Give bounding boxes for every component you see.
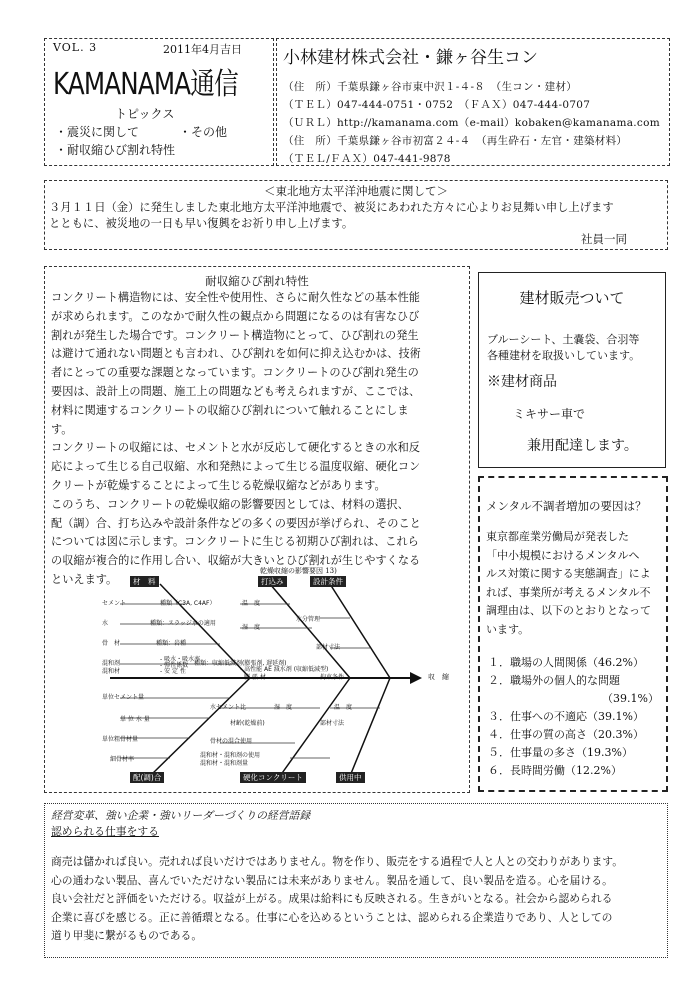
diagram-label: 混和材・混和剤の使用 — [200, 752, 261, 759]
diagram-label: 骨材の混合使用 — [210, 738, 253, 745]
diagram-label: 種類：収縮低減剤(膨張剤, 遅延剤) — [194, 660, 287, 667]
mental-line: 東京都産業労働局が発表した — [486, 530, 629, 543]
diagram-caption: 乾燥収縮の影響要因 13) — [260, 567, 337, 575]
diagram-category: 打込み — [258, 576, 287, 587]
diagram-category: 配(調)合 — [130, 772, 164, 783]
mental-line: います。 — [486, 622, 530, 636]
diagram-label: 混和剤 — [102, 660, 121, 667]
notice-signature: 社員一同 — [581, 232, 627, 246]
diagram-label: 細骨材率 — [110, 756, 135, 763]
article-line: といえます。 — [51, 573, 118, 586]
mental-health-box — [478, 476, 668, 792]
diagram-label: - 弾性係数 — [160, 662, 189, 669]
article-line: 配（調）合、打ち込みや設計条件などの多くの要因が挙げられ、そのこと — [51, 516, 421, 530]
topic-item: ・震災に関して — [55, 125, 140, 139]
diagram-label: 水 — [102, 620, 109, 627]
volume-label: VOL. 3 — [53, 41, 98, 54]
article-line: 応によって生じる自己収縮、水和発熱によって生じる温度収縮、硬化コン — [51, 460, 421, 474]
article-line: 要因は、設計上の問題、施工上の問題なども考えられますが、ここでは、 — [51, 385, 421, 398]
quote-line: 良い会社だと評価をいただける。収益が上がる。成果は給料にも反映される。生きがいとなる。社会から認められる — [51, 892, 613, 905]
article-line: は避けて通れない問題とも言われ、ひび割れを如何に抑え込むかは、技術 — [51, 347, 421, 361]
article-line: す。 — [51, 422, 73, 436]
topic-item: ・耐収縮ひび割れ特性 — [55, 143, 176, 157]
company-phone: （ＴＥＬ）047‐444‐0751・0752 （ＦＡＸ）047‐444‐0707 — [283, 99, 591, 111]
fishbone-diagram — [90, 568, 458, 788]
diagram-label: 単 位 水 量 — [120, 716, 150, 723]
mental-list-item: （39.1%） — [602, 692, 659, 705]
company-phone-2: （ＴＥＬ/ＦＡＸ）047‐441‐9878 — [283, 153, 451, 165]
topics-label: トピックス — [115, 107, 175, 121]
diagram-label: 混和材 — [102, 668, 121, 675]
quote-line: 企業に喜びを感じる。正に善循環となる。仕事に心を込めるということは、認められる企業造りであり、人としての — [51, 910, 613, 924]
fishbone-lines — [90, 568, 458, 788]
company-name: 小林建材株式会社・鎌ヶ谷生コン — [283, 48, 538, 68]
diagram-label: 種類（C3A, C4AF） — [160, 600, 216, 607]
article-line: については図に示します。コンクリートに生じる初期ひび割れは、これら — [51, 535, 419, 549]
diagram-label: - 吸水・吸水率 — [160, 656, 201, 663]
diagram-label: 単位セメント量 — [102, 694, 145, 701]
mental-line: 調理由は、以下のとおりとなって — [486, 604, 651, 617]
diagram-label: 湿 度 — [274, 704, 293, 711]
diagram-label: 骨 材 — [102, 640, 121, 647]
masthead — [44, 38, 274, 166]
sales-text: 兼用配達します。 — [527, 438, 638, 454]
mental-heading: メンタル不調者増加の要因は？ — [486, 499, 647, 513]
management-quote — [44, 803, 668, 958]
diagram-label: 単位粗骨材量 — [102, 736, 139, 743]
diagram-label: セメント — [102, 600, 127, 607]
diagram-label: 水分管理 — [296, 616, 321, 623]
diagram-label: 部材寸法 — [316, 644, 341, 651]
issue-date: 2011年4月吉日 — [163, 43, 242, 56]
diagram-category: 材 料 — [130, 576, 159, 587]
sales-text: ミキサー車で — [513, 407, 586, 421]
article-line: このうち、コンクリートの乾燥収縮の影響要因としては、材料の選択、 — [51, 497, 409, 511]
diagram-label: 湿 度 — [242, 624, 261, 631]
quote-heading: 経営変革、強い企業・強いリーダーづくりの経営語録 — [51, 809, 311, 822]
diagram-label: 材齢(乾燥前) — [230, 720, 265, 727]
sales-text: 各種建材を取扱いしています。 — [487, 349, 641, 362]
article-line: コンクリートの収縮には、セメントと水が反応して硬化するときの水和反 — [51, 441, 420, 455]
diagram-category: 供用中 — [336, 772, 365, 783]
quote-line: 商売は儲かれば良い。売れれば良いだけではありません。物を作り、販売をする過程で人と人との交わりがあります。 — [51, 855, 624, 868]
diagram-label: 混和材・混和剤量 — [200, 760, 249, 767]
newsletter-logo: KAMANAMA通信 — [53, 67, 238, 102]
article-line: が求められます。このなかで耐久性の観点から問題になるのは有害なひび — [51, 309, 420, 323]
diagram-label: 拘束条件 — [320, 674, 345, 681]
sales-note: ※建材商品 — [487, 374, 557, 390]
article-line: クリートが乾燥することによって生じる乾燥収縮などがあります。 — [51, 479, 386, 492]
diagram-label: 部材寸法 — [320, 720, 345, 727]
company-address-2: （住 所）千葉県鎌ヶ谷市初富２４‐４ （再生砕石・左官・建築材料） — [283, 135, 628, 147]
article-heading: 耐収縮ひび割れ特性 — [205, 274, 309, 288]
mental-list-item: ４．仕事の質の高さ（20.3%） — [488, 728, 644, 741]
mental-list-item: ２．職場外の個人的な問題 — [488, 674, 620, 687]
article-line: 材料に関連するコンクリートの収縮ひび割れについて触れることにしま — [51, 403, 409, 417]
company-address: （住 所）千葉県鎌ヶ谷市東中沢１‐４‐８ （生コン・建材） — [283, 81, 578, 93]
mental-line: ルス対策に関する実態調査」によ — [486, 567, 651, 580]
topic-item: ・その他 — [179, 125, 228, 139]
diagram-label: 温 度 — [242, 600, 261, 607]
sales-heading: 建材販売ついて — [519, 289, 625, 307]
mental-list-item: ３．仕事への不適応（39.1%） — [488, 710, 644, 723]
diagram-label: 温 度 — [334, 704, 353, 711]
mental-list-item: ５．仕事量の多さ（19.3%） — [488, 746, 633, 759]
notice-text: とともに、被災地の一日も早い復興をお祈り申し上げます。 — [49, 217, 354, 230]
diagram-effect: 収 縮 — [428, 673, 449, 681]
mental-line: 「中小規模におけるメンタルヘ — [486, 548, 640, 562]
article-line: 者にとっての重要な課題となっています。コンクリートのひび割れ発生の — [51, 366, 419, 380]
quote-subheading: 認められる仕事をする — [51, 825, 159, 838]
diagram-label: 水セメント比 — [210, 704, 247, 711]
diagram-category: 硬化コンクリート — [240, 772, 306, 783]
article-line: 割れが発生した場合です。コンクリート構造物にとって、ひび割れの発生 — [51, 328, 419, 342]
notice-text: ３月１１日（金）に発生しました東北地方太平洋沖地震で、被災にあわれた方々に心よりお見舞い申し上げます — [49, 201, 614, 214]
diagram-label: - 膨 張 材 — [240, 674, 266, 681]
diagram-label: 種類：スラッジ水の適用 — [150, 620, 216, 627]
sales-box — [478, 272, 666, 468]
mental-list-item: １．職場の人間関係（46.2%） — [488, 656, 644, 669]
article-line: の収縮が複合的に作用し合い、収縮が大きいとひび割れが生じやすくなる — [51, 554, 421, 568]
earthquake-notice — [44, 180, 668, 250]
diagram-label: - 高性能 AE 減水剤 (収縮低減型) — [240, 666, 329, 673]
mental-list-item: ６．長時間労働（12.2%） — [488, 764, 622, 777]
diagram-category: 設計条件 — [310, 576, 346, 587]
diagram-label: 種類：岩種 — [156, 640, 187, 647]
quote-line: 道り甲斐に繋がるものである。 — [51, 929, 203, 942]
article-line: コンクリート構造物には、安全性や使用性、さらに耐久性などの基本性能 — [51, 291, 420, 304]
notice-heading: ＜東北地方太平洋沖地震に関して＞ — [264, 184, 448, 198]
mental-line: れば、事業所が考えるメンタル不 — [486, 585, 651, 599]
sales-text: ブルーシート、土嚢袋、合羽等 — [487, 333, 640, 346]
diagram-label: - 安 定 性 — [160, 668, 186, 675]
company-url[interactable]: （ＵＲＬ）http://kamanama.com（e-mail）kobaken@kamanama.com — [283, 117, 660, 129]
quote-line: 心の通わない製品、喜んでいただけない製品には未来がありません。製品を通して、良い製品を造る。心を届ける。 — [51, 873, 613, 887]
company-info — [276, 38, 670, 166]
